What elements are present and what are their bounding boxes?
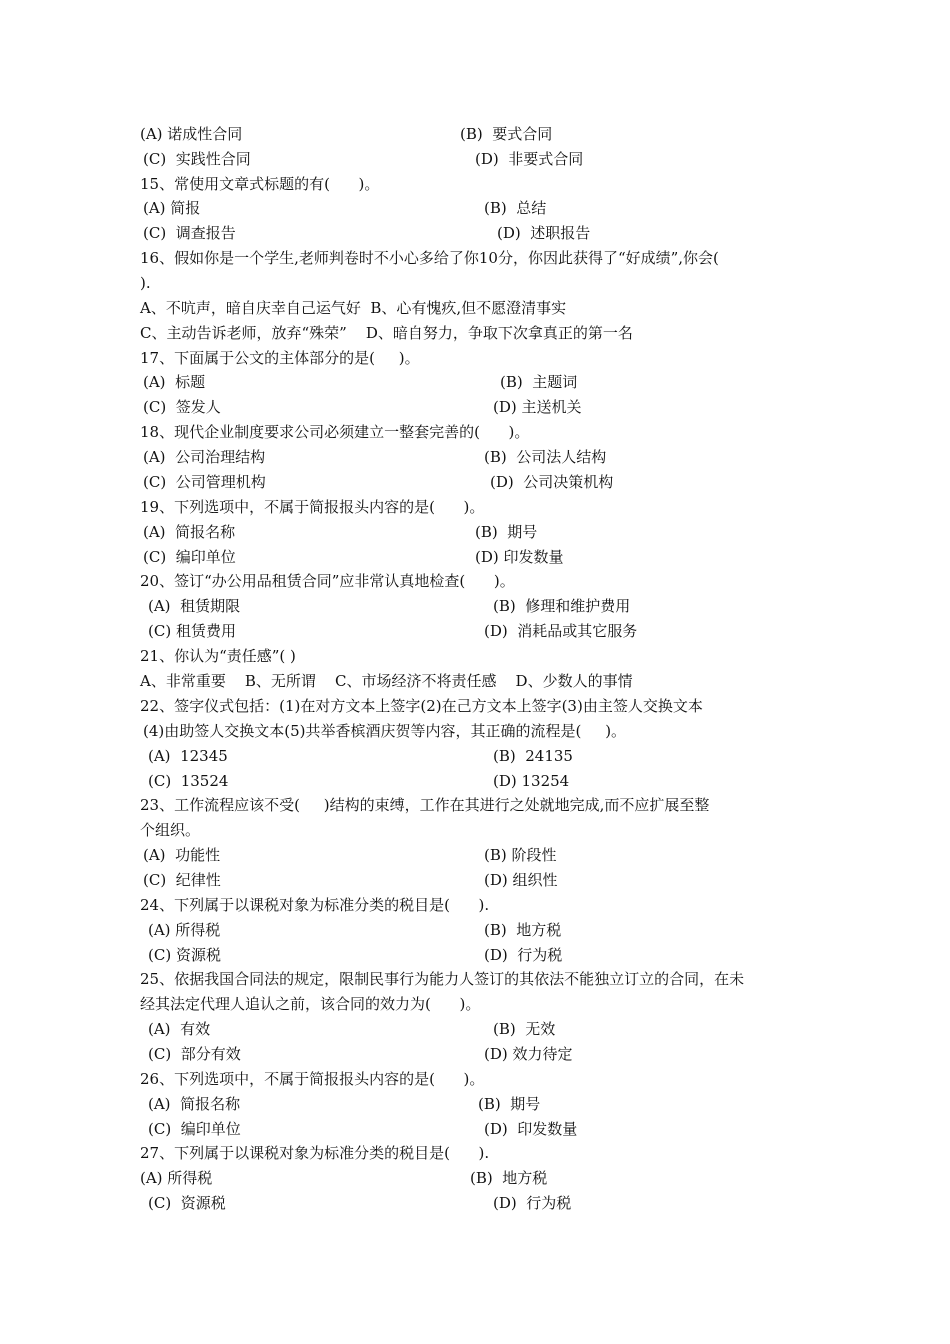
text-line: (D) 13254 (493, 772, 570, 790)
text-line: 18、现代企业制度要求公司必须建立一整套完善的( )。 (140, 423, 530, 441)
text-line: (B) 主题词 (500, 373, 578, 391)
text-line: (C) 资源税 (148, 946, 221, 964)
text-line: ). (140, 274, 151, 292)
text-line: (D) 行为税 (484, 946, 563, 964)
text-line: (B) 阶段性 (484, 846, 557, 864)
text-line: 27、下列属于以课税对象为标准分类的税目是( ). (140, 1144, 490, 1162)
text-line: 19、下列选项中，不属于简报报头内容的是( )。 (140, 498, 485, 516)
text-line: (C) 编印单位 (143, 548, 236, 566)
text-line: A、不吭声，暗自庆幸自己运气好 B、心有愧疚,但不愿澄清事实 (140, 299, 567, 317)
text-line: (D) 组织性 (484, 871, 558, 889)
text-line: 23、工作流程应该不受( )结构的束缚，工作在其进行之处就地完成,而不应扩展至整 (140, 796, 710, 814)
text-line: (D) 非要式合同 (475, 150, 584, 168)
text-line: (B) 修理和维护费用 (493, 597, 631, 615)
text-line: 16、假如你是一个学生,老师判卷时不小心多给了你10分，你因此获得了“好成绩”,你会( (140, 249, 719, 267)
text-line: (D) 效力待定 (484, 1045, 573, 1063)
text-line: (B) 期号 (478, 1095, 541, 1113)
text-line: (C) 签发人 (143, 398, 221, 416)
text-line: (D) 行为税 (493, 1194, 572, 1212)
text-line: (C) 部分有效 (148, 1045, 241, 1063)
text-line: (C) 租赁费用 (148, 622, 236, 640)
text-line: (C) 调查报告 (143, 224, 236, 242)
text-line: (B) 公司法人结构 (484, 448, 607, 466)
text-line: (A) 功能性 (143, 846, 221, 864)
text-line: 26、下列选项中，不属于简报报头内容的是( )。 (140, 1070, 485, 1088)
text-line: 15、常使用文章式标题的有( )。 (140, 175, 380, 193)
text-line: 经其法定代理人追认之前，该合同的效力为( )。 (140, 995, 481, 1013)
text-line: (D) 消耗品或其它服务 (484, 622, 638, 640)
text-line: (A) 简报 (143, 199, 201, 217)
text-line: 24、下列属于以课税对象为标准分类的税目是( ). (140, 896, 490, 914)
text-line: (D) 印发数量 (484, 1120, 578, 1138)
text-line: C、主动告诉老师，放弃“殊荣” D、暗自努力，争取下次拿真正的第一名 (140, 324, 633, 342)
text-line: (A) 标题 (143, 373, 206, 391)
text-line: 25、依据我国合同法的规定，限制民事行为能力人签订的其依法不能独立订立的合同，在未 (140, 970, 745, 988)
text-line: (D) 述职报告 (497, 224, 591, 242)
text-line: (C) 公司管理机构 (143, 473, 266, 491)
text-line: (C) 编印单位 (148, 1120, 241, 1138)
text-line: (B) 总结 (484, 199, 547, 217)
text-line: (A) 租赁期限 (148, 597, 241, 615)
text-line: (C) 纪律性 (143, 871, 221, 889)
text-line: 17、下面属于公文的主体部分的是( )。 (140, 349, 420, 367)
text-line: (A) 所得税 (148, 921, 221, 939)
text-line: (4)由助签人交换文本(5)共举香槟酒庆贺等内容，其正确的流程是( )。 (143, 722, 627, 740)
text-line: 20、签订“办公用品租赁合同”应非常认真地检查( )。 (140, 572, 515, 590)
text-line: (B) 24135 (493, 747, 573, 765)
text-line: (A) 有效 (148, 1020, 211, 1038)
text-line: (C) 资源税 (148, 1194, 226, 1212)
text-line: (A) 公司治理结构 (143, 448, 266, 466)
text-line: 21、你认为“责任感”( ) (140, 647, 296, 665)
text-line: A、非常重要 B、无所谓 C、市场经济不将责任感 D、少数人的事情 (140, 672, 633, 690)
text-line: (B) 期号 (475, 523, 538, 541)
text-line: (B) 无效 (493, 1020, 556, 1038)
text-line: (B) 要式合同 (460, 125, 553, 143)
text-line: (C) 13524 (148, 772, 229, 790)
text-line: 22、签字仪式包括：(1)在对方文本上签字(2)在己方文本上签字(3)由主签人交换文本 (140, 697, 703, 715)
text-line: (D) 公司决策机构 (490, 473, 614, 491)
text-line: (B) 地方税 (484, 921, 562, 939)
text-line: (D) 印发数量 (475, 548, 564, 566)
text-line: (D) 主送机关 (493, 398, 582, 416)
text-line: 个组织。 (140, 821, 201, 839)
text-line: (A) 诺成性合同 (140, 125, 243, 143)
text-line: (A) 简报名称 (143, 523, 236, 541)
text-line: (B) 地方税 (470, 1169, 548, 1187)
text-line: (A) 12345 (148, 747, 228, 765)
text-line: (C) 实践性合同 (143, 150, 251, 168)
text-line: (A) 所得税 (140, 1169, 213, 1187)
text-line: (A) 简报名称 (148, 1095, 241, 1113)
